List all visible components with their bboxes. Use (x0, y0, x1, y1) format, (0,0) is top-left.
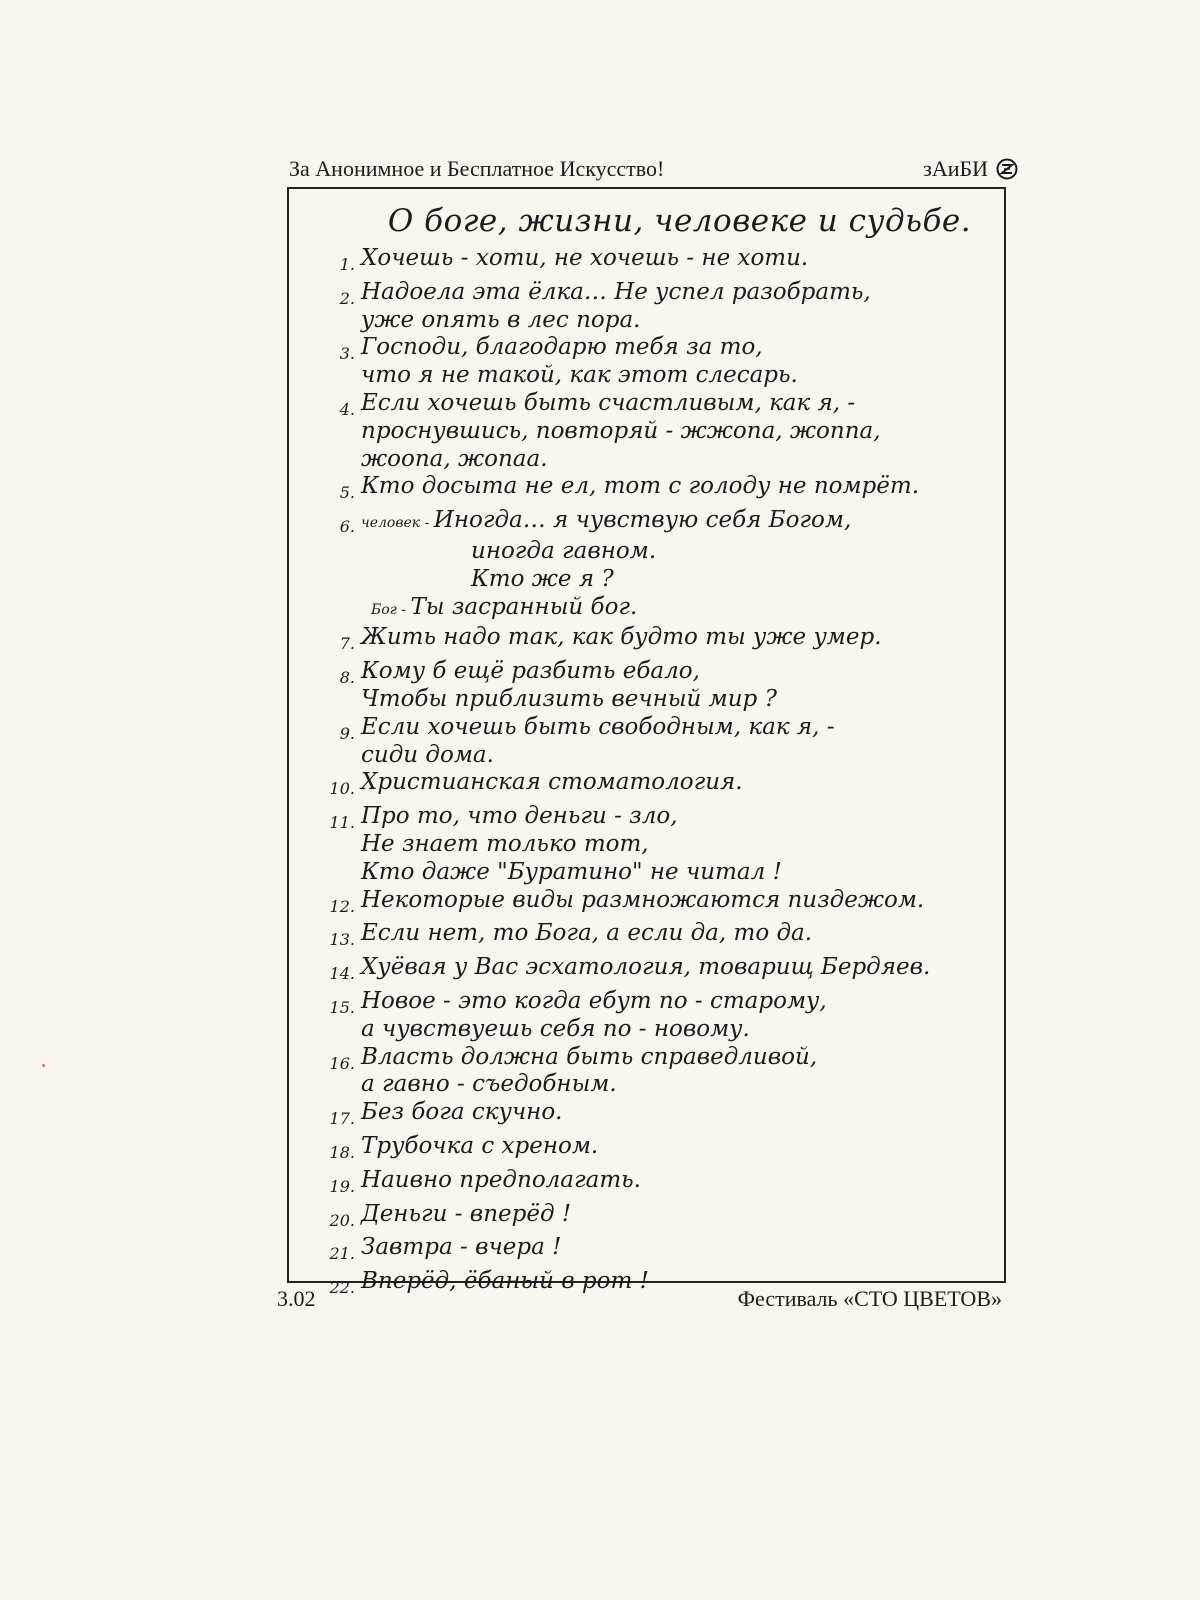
list-item (311, 769, 988, 803)
speaker-label: Бог - (371, 601, 411, 618)
item-lines (361, 988, 988, 1044)
page-number: 3.02 (277, 1286, 316, 1311)
item-lines (361, 920, 988, 948)
item-number: 19. (329, 1176, 355, 1196)
item-line: Некоторые виды размножаются пиздежом. (361, 886, 925, 913)
item-number: 13. (329, 930, 355, 950)
item-line: Без бога скучно. (361, 1099, 563, 1126)
item-line: Власть должна быть справедливой, (361, 1043, 818, 1070)
list-item (311, 334, 988, 390)
item-line: Если хочешь быть свободным, как я, - (361, 713, 835, 740)
header-left-text: За Анонимное и Бесплатное Искусство! (289, 156, 665, 181)
item-number: 3. (339, 344, 355, 364)
item-number: 12. (329, 896, 355, 916)
item-line: Трубочка с хреном. (361, 1132, 599, 1159)
list-item (311, 1044, 988, 1100)
item-line: уже опять в лес пора. (361, 306, 641, 333)
item-line: сиди дома. (361, 741, 494, 768)
item-lines (361, 954, 988, 982)
item-lines (361, 279, 988, 335)
list-item (311, 1133, 988, 1167)
item-lines (361, 769, 988, 797)
item-line (361, 507, 988, 538)
item-line: Вперёд, ёбаный в рот ! (361, 1268, 649, 1295)
item-line: а гавно - съедобным. (361, 1071, 617, 1098)
item-lines (361, 624, 988, 652)
item-line: иногда гавном. (471, 537, 657, 564)
item-line: Кто же я ? (471, 565, 614, 592)
list-item (311, 954, 988, 988)
item-lines (361, 1133, 988, 1161)
item-line-text: Иногда… я чувствую себя Богом, (433, 507, 852, 534)
paper-speck (42, 1064, 45, 1067)
item-number: 2. (339, 288, 355, 308)
item-line: Деньги - вперёд ! (361, 1200, 572, 1227)
item-number: 10. (329, 779, 355, 799)
item-number: 15. (329, 997, 355, 1017)
item-line: Хочешь - хоти, не хочешь - не хоти. (361, 245, 809, 271)
item-line: Кто досыта не ел, тот с голоду не помрёт. (361, 473, 920, 500)
item-lines (361, 390, 988, 473)
item-lines (361, 1201, 988, 1229)
item-line: Чтобы приблизить вечный мир ? (361, 685, 777, 712)
item-lines (361, 887, 988, 915)
item-lines (361, 473, 988, 501)
zaibi-logo-icon (996, 158, 1018, 180)
list-item (311, 714, 988, 770)
item-line: что я не такой, как этот слесарь. (361, 362, 798, 389)
list-item (311, 1167, 988, 1201)
footer-festival: Фестиваль «СТО ЦВЕТОВ» (737, 1286, 1002, 1311)
item-lines (361, 1044, 988, 1100)
list-item (311, 887, 988, 921)
list-item (311, 245, 988, 279)
item-number: 7. (339, 634, 355, 654)
item-lines (361, 658, 988, 714)
item-line: жоопа, жопаа. (361, 445, 548, 472)
item-line: Завтра - вчера ! (361, 1234, 562, 1261)
item-line: Наивно предполагать. (361, 1166, 641, 1193)
item-line: Хуёвая у Вас эсхатология, товарищ Бердяев. (361, 954, 931, 981)
item-line: Если нет, то Бога, а если да, то да. (361, 920, 813, 947)
item-lines (361, 714, 988, 770)
reply-text: Ты засранный бог. (410, 593, 638, 620)
item-number: 18. (329, 1142, 355, 1162)
item-lines (361, 1099, 988, 1127)
list-item (311, 279, 988, 335)
item-lines (361, 507, 988, 593)
item-lines (361, 803, 988, 886)
item-lines (361, 1167, 988, 1195)
item-line: проснувшись, повторяй - жжопа, жоппа, (361, 417, 881, 444)
item-number: 20. (329, 1210, 355, 1230)
item-line: Про то, что деньги - зло, (361, 803, 678, 830)
item-line: Не знает только тот, (361, 830, 649, 857)
header-right (923, 156, 1018, 182)
item-number: 16. (329, 1053, 355, 1073)
reply-line (311, 594, 988, 625)
item-number: 6. (339, 517, 355, 537)
item-number: 11. (329, 813, 355, 833)
item-line: Жить надо так, как будто ты уже умер. (361, 624, 882, 651)
aphorism-list (311, 245, 988, 1302)
item-line: Надоела эта ёлка… Не успел разобрать, (361, 278, 871, 305)
item-number: 9. (339, 723, 355, 743)
item-number: 8. (339, 668, 355, 688)
list-item (311, 473, 988, 507)
list-item (311, 1099, 988, 1133)
item-number: 5. (339, 483, 355, 503)
item-line: а чувствуешь себя по - новому. (361, 1015, 750, 1042)
item-number: 1. (339, 255, 355, 274)
item-number: 4. (339, 399, 355, 419)
item-line: Христианская стоматология. (361, 769, 743, 796)
list-item (311, 1201, 988, 1235)
item-lines (361, 334, 988, 390)
item-line: Если хочешь быть счастливым, как я, - (361, 389, 856, 416)
list-item (311, 988, 988, 1044)
poem-title: О боге, жизни, человеке и судьбе. (387, 203, 972, 239)
list-item (311, 920, 988, 954)
item-number: 21. (329, 1244, 355, 1264)
item-line: Новое - это когда ебут по - старому, (361, 987, 827, 1014)
content-frame (287, 187, 1006, 1298)
list-item (311, 390, 988, 473)
item-line: Господи, благодарю тебя за то, (361, 334, 763, 361)
list-item (311, 803, 988, 886)
speaker-label: человек - (361, 515, 434, 532)
list-item (311, 1234, 988, 1268)
item-number: 22. (329, 1278, 355, 1298)
header-right-text: зАиБИ (923, 156, 988, 181)
item-lines (361, 245, 988, 273)
item-number: 17. (329, 1109, 355, 1129)
list-item (311, 624, 988, 658)
list-item (311, 507, 988, 593)
item-number: 14. (329, 964, 355, 984)
list-item (311, 658, 988, 714)
item-lines (361, 1234, 988, 1262)
item-line: Кому б ещё разбить ебало, (361, 658, 700, 685)
item-line: Кто даже "Буратино" не читал ! (361, 858, 782, 885)
